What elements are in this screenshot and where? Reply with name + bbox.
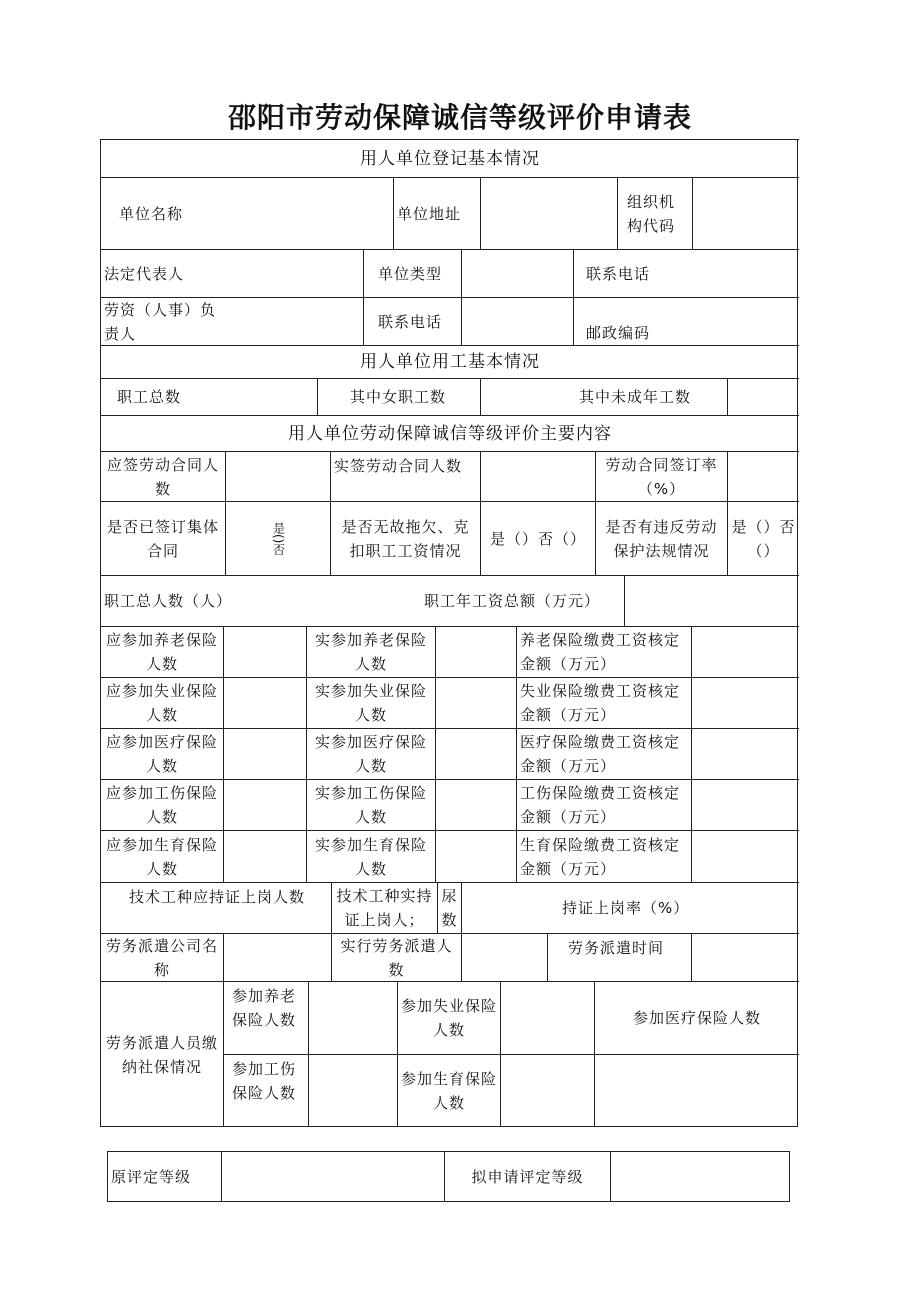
pension-wage-field[interactable] bbox=[691, 626, 799, 677]
unit-address-field[interactable] bbox=[480, 177, 617, 249]
staff-total-people-label: 职工总人数（人） bbox=[104, 592, 233, 610]
original-grade-field[interactable] bbox=[221, 1152, 444, 1201]
unit-type-field[interactable] bbox=[461, 249, 573, 297]
legal-rep-label: 法定代表人 bbox=[100, 249, 363, 297]
collective-contract-options[interactable]: 是()否 bbox=[225, 501, 330, 575]
unemployment-actual-field[interactable] bbox=[435, 677, 516, 728]
staff-total-wage-row bbox=[100, 575, 624, 626]
pension-due-field[interactable] bbox=[223, 626, 306, 677]
unemployment-due-field[interactable] bbox=[223, 677, 306, 728]
medical-due-field[interactable] bbox=[223, 728, 306, 779]
injury-actual-field[interactable] bbox=[435, 779, 516, 830]
medical-actual-field[interactable] bbox=[435, 728, 516, 779]
postcode-label: 邮政编码 bbox=[573, 297, 799, 345]
maternity-due-field[interactable] bbox=[223, 830, 306, 882]
contract-actual-field[interactable] bbox=[480, 451, 595, 501]
dispatch-company-label: 劳务派遣公司名称 bbox=[100, 933, 223, 981]
contract-due-label: 应签劳动合同人数 bbox=[100, 451, 225, 501]
annual-wage-label: 职工年工资总额（万元） bbox=[423, 592, 600, 610]
org-code-field[interactable] bbox=[692, 177, 799, 249]
original-grade-label: 原评定等级 bbox=[107, 1152, 221, 1201]
section-registration-header: 用人单位登记基本情况 bbox=[100, 139, 799, 177]
injury-actual-label: 实参加工伤保险人数 bbox=[306, 779, 435, 830]
dispatch-social-label: 劳务派遣人员缴纳社保情况 bbox=[100, 981, 223, 1127]
law-violation-label: 是否有违反劳动保护法规情况 bbox=[595, 501, 727, 575]
section-evaluation-header: 用人单位劳动保障诚信等级评价主要内容 bbox=[100, 415, 799, 451]
tech-suffix-label: 尿数 bbox=[437, 882, 461, 933]
injury-due-label: 应参加工伤保险人数 bbox=[100, 779, 223, 830]
medical-wage-label: 医疗保险缴费工资核定金额（万元） bbox=[516, 728, 691, 779]
dispatch-count-label: 实行劳务派遣人数 bbox=[331, 933, 461, 981]
phone-label: 联系电话 bbox=[573, 249, 799, 297]
total-staff-label: 职工总数 bbox=[100, 378, 317, 415]
apply-grade-label: 拟申请评定等级 bbox=[444, 1152, 610, 1201]
dispatch-maternity-label: 参加生育保险人数 bbox=[397, 1054, 500, 1127]
unit-type-label: 单位类型 bbox=[363, 249, 461, 297]
annual-wage-field[interactable] bbox=[624, 575, 799, 626]
dispatch-injury-field[interactable] bbox=[308, 1054, 397, 1127]
pension-actual-label: 实参加养老保险人数 bbox=[306, 626, 435, 677]
org-code-label: 组织机构代码 bbox=[617, 177, 692, 249]
unemployment-wage-field[interactable] bbox=[691, 677, 799, 728]
wage-arrears-options[interactable]: 是（）否（） bbox=[480, 501, 595, 575]
grade-table bbox=[107, 1151, 790, 1202]
contract-due-field[interactable] bbox=[225, 451, 330, 501]
law-violation-options[interactable]: 是（）否（） bbox=[727, 501, 799, 575]
wage-arrears-label: 是否无故拖欠、克扣职工工资情况 bbox=[330, 501, 480, 575]
phone2-label: 联系电话 bbox=[363, 297, 461, 345]
pension-actual-field[interactable] bbox=[435, 626, 516, 677]
medical-due-label: 应参加医疗保险人数 bbox=[100, 728, 223, 779]
hr-head-label: 劳资（人事）负责人 bbox=[100, 297, 363, 345]
pension-due-label: 应参加养老保险人数 bbox=[100, 626, 223, 677]
minor-staff-label: 其中未成年工数 bbox=[480, 378, 727, 415]
maternity-due-label: 应参加生育保险人数 bbox=[100, 830, 223, 882]
phone2-field[interactable] bbox=[461, 297, 573, 345]
pension-wage-label: 养老保险缴费工资核定金额（万元） bbox=[516, 626, 691, 677]
page-title: 邵阳市劳动保障诚信等级评价申请表 bbox=[227, 101, 692, 134]
injury-wage-field[interactable] bbox=[691, 779, 799, 830]
minor-staff-field[interactable] bbox=[727, 378, 799, 415]
tech-due-label: 技术工种应持证上岗人数 bbox=[100, 882, 331, 933]
unemployment-due-label: 应参加失业保险人数 bbox=[100, 677, 223, 728]
dispatch-unemployment-label: 参加失业保险人数 bbox=[397, 981, 500, 1054]
dispatch-injury-label: 参加工伤保险人数 bbox=[223, 1054, 308, 1127]
maternity-wage-label: 生育保险缴费工资核定金额（万元） bbox=[516, 830, 691, 882]
medical-wage-field[interactable] bbox=[691, 728, 799, 779]
cert-rate-label: 持证上岗率（%） bbox=[461, 882, 799, 933]
contract-rate-field[interactable] bbox=[727, 451, 799, 501]
section-employment-header: 用人单位用工基本情况 bbox=[100, 345, 799, 378]
maternity-actual-label: 实参加生育保险人数 bbox=[306, 830, 435, 882]
medical-actual-label: 实参加医疗保险人数 bbox=[306, 728, 435, 779]
injury-wage-label: 工伤保险缴费工资核定金额（万元） bbox=[516, 779, 691, 830]
injury-due-field[interactable] bbox=[223, 779, 306, 830]
dispatch-pension-field[interactable] bbox=[308, 981, 397, 1054]
unit-address-label: 单位地址 bbox=[393, 177, 480, 249]
collective-contract-label: 是否已签订集体合同 bbox=[100, 501, 225, 575]
dispatch-maternity-field[interactable] bbox=[500, 1054, 594, 1127]
apply-grade-field[interactable] bbox=[610, 1152, 789, 1201]
dispatch-medical-label: 参加医疗保险人数 bbox=[594, 981, 799, 1054]
maternity-actual-field[interactable] bbox=[435, 830, 516, 882]
dispatch-pension-label: 参加养老保险人数 bbox=[223, 981, 308, 1054]
unemployment-wage-label: 失业保险缴费工资核定金额（万元） bbox=[516, 677, 691, 728]
maternity-wage-field[interactable] bbox=[691, 830, 799, 882]
contract-rate-label: 劳动合同签订率（%） bbox=[595, 451, 727, 501]
dispatch-company-field[interactable] bbox=[223, 933, 331, 981]
dispatch-extra-field[interactable] bbox=[594, 1054, 799, 1127]
dispatch-count-field[interactable] bbox=[461, 933, 547, 981]
dispatch-time-label: 劳务派遣时间 bbox=[547, 933, 691, 981]
tech-actual-label: 技术工种实持证上岗人； bbox=[331, 882, 437, 933]
unit-name-label: 单位名称 bbox=[100, 177, 393, 249]
dispatch-time-field[interactable] bbox=[691, 933, 799, 981]
unemployment-actual-label: 实参加失业保险人数 bbox=[306, 677, 435, 728]
contract-actual-label: 实签劳动合同人数 bbox=[330, 451, 480, 501]
dispatch-unemployment-field[interactable] bbox=[500, 981, 594, 1054]
application-form-table bbox=[100, 139, 798, 1127]
female-staff-label: 其中女职工数 bbox=[317, 378, 480, 415]
